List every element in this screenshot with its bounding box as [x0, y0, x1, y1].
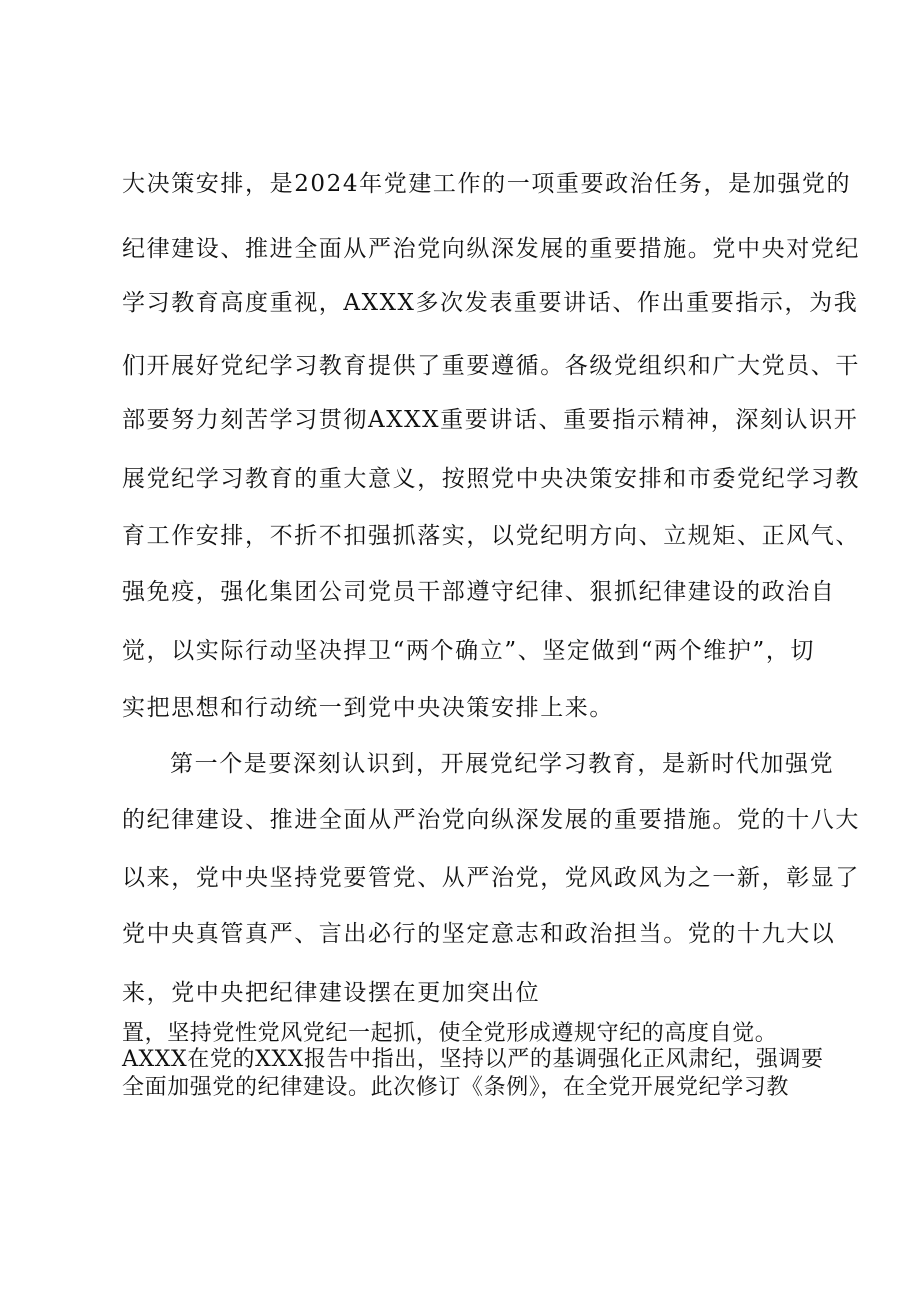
paragraph-line: 全面加强党的纪律建设。此次修订《条例》，在全党开展党纪学习教: [122, 1075, 790, 1100]
paragraph-line: 学习教育高度重视，AXXX多次发表重要讲话、作出重要指示，为我: [122, 290, 859, 316]
paragraph-line: AXXX在党的XXX报告中指出，坚持以严的基调强化正风肃纪，强调要: [122, 1047, 824, 1072]
paragraph-line: 强免疫，强化集团公司党员干部遵守纪律、狠抓纪律建设的政治自: [122, 579, 836, 605]
paragraph-line: 部要努力刻苦学习贯彻AXXX重要讲话、重要指示精神，深刻认识开: [122, 407, 859, 433]
paragraph-line: 的纪律建设、推进全面从严治党向纵深发展的重要措施。党的十八大: [122, 807, 860, 833]
paragraph-line: 纪律建设、推进全面从严治党向纵深发展的重要措施。党中央对党纪: [122, 236, 860, 262]
paragraph-line: 以来，党中央坚持党要管党、从严治党，党风政风为之一新，彰显了: [122, 865, 860, 891]
paragraph-line: 展党纪学习教育的重大意义，按照党中央决策安排和市委党纪学习教: [122, 466, 860, 492]
paragraph-line: 第一个是要深刻认识到，开展党纪学习教育，是新时代加强党: [170, 751, 835, 777]
paragraph-line: 党中央真管真严、言出必行的坚定意志和政治担当。党的十九大以: [122, 921, 836, 947]
paragraph-line: 大决策安排，是2024年党建工作的一项重要政治任务，是加强党的: [122, 171, 852, 197]
paragraph-line: 来，党中央把纪律建设摆在更加突出位: [122, 980, 541, 1006]
paragraph-line: 实把思想和行动统一到党中央决策安排上来。: [122, 695, 614, 721]
paragraph-line: 觉，以实际行动坚决捍卫“两个确立”、坚定做到“两个维护”，切: [122, 638, 816, 664]
paragraph-line: 置，坚持党性党风党纪一起抓，使全党形成遵规守纪的高度自觉。: [122, 1021, 778, 1046]
paragraph-line: 们开展好党纪学习教育提供了重要遵循。各级党组织和广大党员、干: [122, 353, 860, 379]
paragraph-line: 育工作安排，不折不扣强抓落实，以党纪明方向、立规矩、正风气、: [122, 523, 860, 549]
